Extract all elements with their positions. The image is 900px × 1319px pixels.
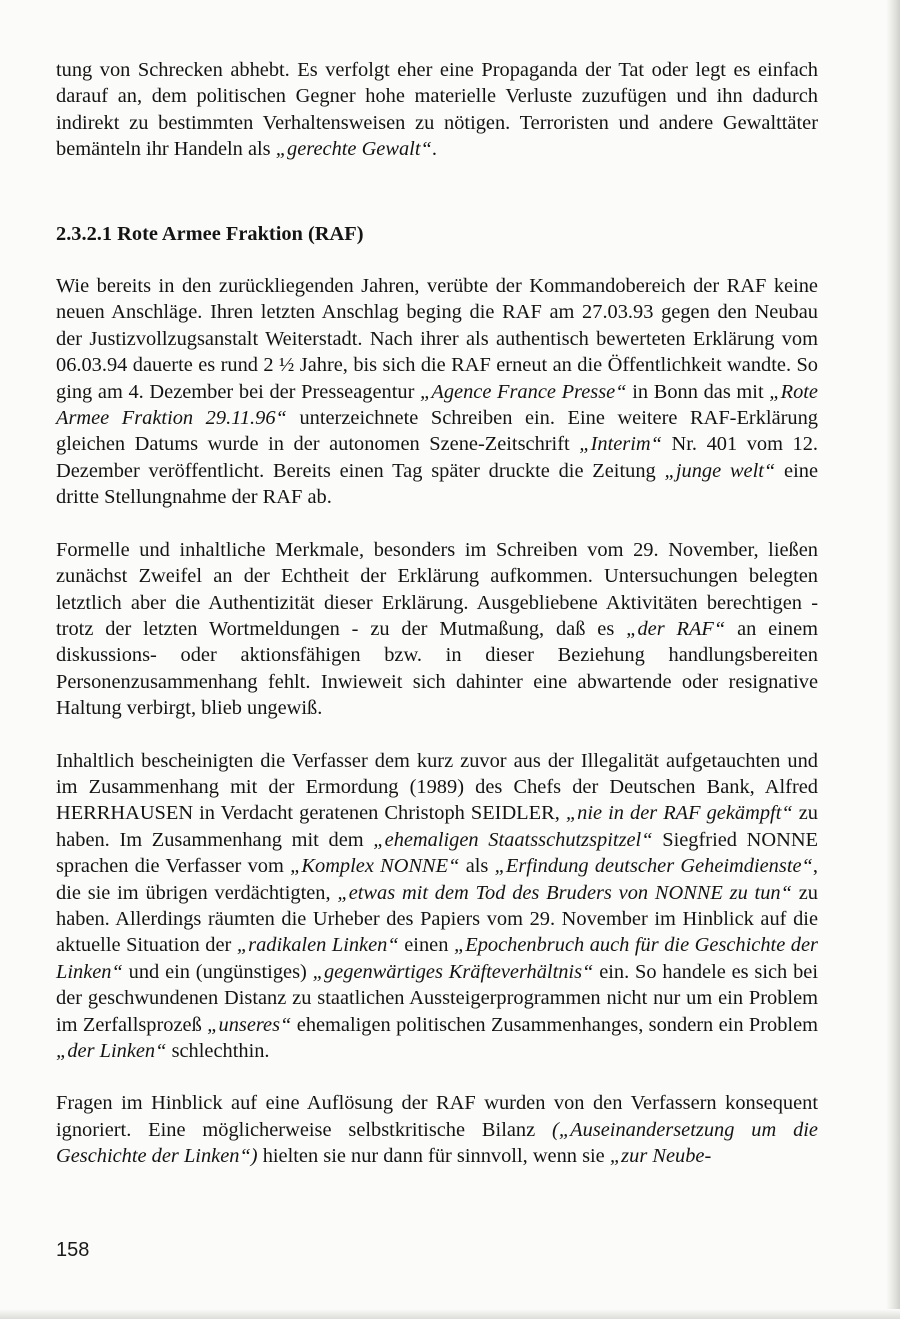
italic-quote: „unseres“ [207,1013,292,1036]
text-run: unterzeichnete Schreiben ein. Eine weitere RAF-Erklärung gleichen Datums wurde in der autonomen Szene-Zeitschrift [56,407,818,456]
text-run: schlechthin. [166,1040,270,1062]
text-run: eine dritte Stellungnahme der RAF ab. [56,459,819,509]
italic-quote: „Agence France Presse“ [420,380,627,403]
body-text [56,57,818,1170]
text-run: hielten sie nur dann für sinnvoll, wenn sie [257,1145,610,1168]
italic-quote: „radikalen Linken“ [236,934,399,957]
paragraph [56,273,818,511]
italic-quote: „junge welt“ [664,459,776,482]
paragraph [56,57,818,163]
italic-quote: „etwas mit dem Tod des Bruders von NONNE zu tun“ [337,881,792,904]
text-run: Siegfried NONNE sprachen die Verfasser vom [56,828,819,878]
text-run: in Bonn das mit [626,380,770,403]
text-run: zu haben. Im Zusammenhang mit dem [56,802,818,851]
text-run: an einem diskussions- oder aktionsfähigen bzw. in dieser Beziehung handlungsbereiten Personenzusammenhang fehlt. Inwieweit sich dahinter eine abwartende oder resignative Haltung verbirgt, blieb ungewiß. [56,617,819,720]
italic-quote: „Epochenbruch auch für die Geschichte der Linken“ [56,934,818,983]
page-bottom-shadow [0,1309,900,1319]
text-run: . [431,138,437,161]
italic-quote: „Interim“ [579,433,662,456]
text-run: als [459,855,495,878]
paragraph [56,1090,818,1169]
text-run: zu haben. Allerdings räumten die Urheber des Papiers vom 29. November im Hinblick auf die aktuelle Situation der [56,881,819,957]
text-run: Wie bereits in den zurückliegenden Jahren, verübte der Kommandobereich der RAF keine neuen Anschläge. Ihren letzten Anschlag beging die RAF am 27.03.93 gegen den Neubau der Justizvollzugsanstalt Weiterstadt. Nach ihrer als authentisch bewerteten Erklärung vom 06.03.94 dauerte es rund 2 ½ Jahre, bis sich die RAF erneut an die Öffentlichkeit wandte. So ging am 4. Dezember bei der Presseagentur [56,275,818,403]
italic-quote: „Komplex NONNE“ [290,855,460,878]
section-heading: 2.3.2.1 Rote Armee Fraktion (RAF) [56,222,364,245]
italic-quote: „Rote Armee Fraktion 29.11.96“ [56,380,818,430]
paragraph [56,748,818,1065]
italic-quote: „gegenwärtiges Kräfteverhältnis“ [312,960,594,983]
italic-quote: „zur Neube- [609,1145,712,1168]
text-run: einen [398,934,454,957]
text-run: Inhaltlich bescheinigten die Verfasser dem kurz zuvor aus der Illegalität aufgetauchten und im Zusammenhang mit der Ermordung (1989) des Chefs der Deutschen Bank, Alfred HERRHAUSEN in Verdacht geratenen Christoph SEIDLER, [56,749,818,825]
paragraph [56,537,818,722]
italic-quote: „der Linken“ [56,1040,167,1062]
text-run: und ein (ungünstiges) [122,960,313,983]
italic-quote: „der RAF“ [626,617,726,640]
page-edge-shadow [886,0,900,1319]
text-run: Formelle und inhaltliche Merkmale, besonders im Schreiben vom 29. November, ließen zunächst Zweifel an der Echtheit der Erklärung aufkommen. Untersuchungen belegten letztlich aber die Authentizität dieser Erklärung. Ausgebliebene Aktivitäten berechtigen - trotz der letzten Wortmeldungen - zu der Mutmaßung, daß es [56,538,818,640]
italic-quote: „nie in der RAF gekämpft“ [565,802,793,825]
text-run: Nr. 401 vom 12. Dezember veröffentlicht. Bereits einen Tag später druckte die Zeitung [56,433,818,482]
page-number: 158 [56,1239,90,1261]
text-run: Fragen im Hinblick auf eine Auflösung der RAF wurden von den Verfassern konsequent ignoriert. Eine möglicherweise selbstkritische Bilanz [56,1092,818,1141]
italic-quote: („Auseinandersetzung um die Geschichte der Linken“) [56,1118,818,1168]
text-run: tung von Schrecken abhebt. Es verfolgt eher eine Propaganda der Tat oder legt es einfach darauf an, dem politischen Gegner hohe materielle Verluste zuzufügen und ihn dadurch indirekt zu bestimmten Verhaltensweisen zu nötigen. Terroristen und andere Gewalttäter bemänteln ihr Handeln als [56,59,818,161]
italic-quote: „gerechte Gewalt“ [275,138,432,161]
text-run: ein. So handele es sich bei der geschwundenen Distanz zu staatlichen Aussteigerprogrammen nicht nur um ein Problem im Zerfallsprozeß [56,960,818,1036]
text-run: , die sie im übrigen verdächtigten, [56,855,818,904]
italic-quote: „ehemaligen Staatsschutzspitzel“ [373,828,653,851]
text-run: ehemaligen politischen Zusammenhanges, sondern ein Problem [291,1013,818,1036]
italic-quote: „Erfindung deutscher Geheimdienste“ [494,855,813,878]
